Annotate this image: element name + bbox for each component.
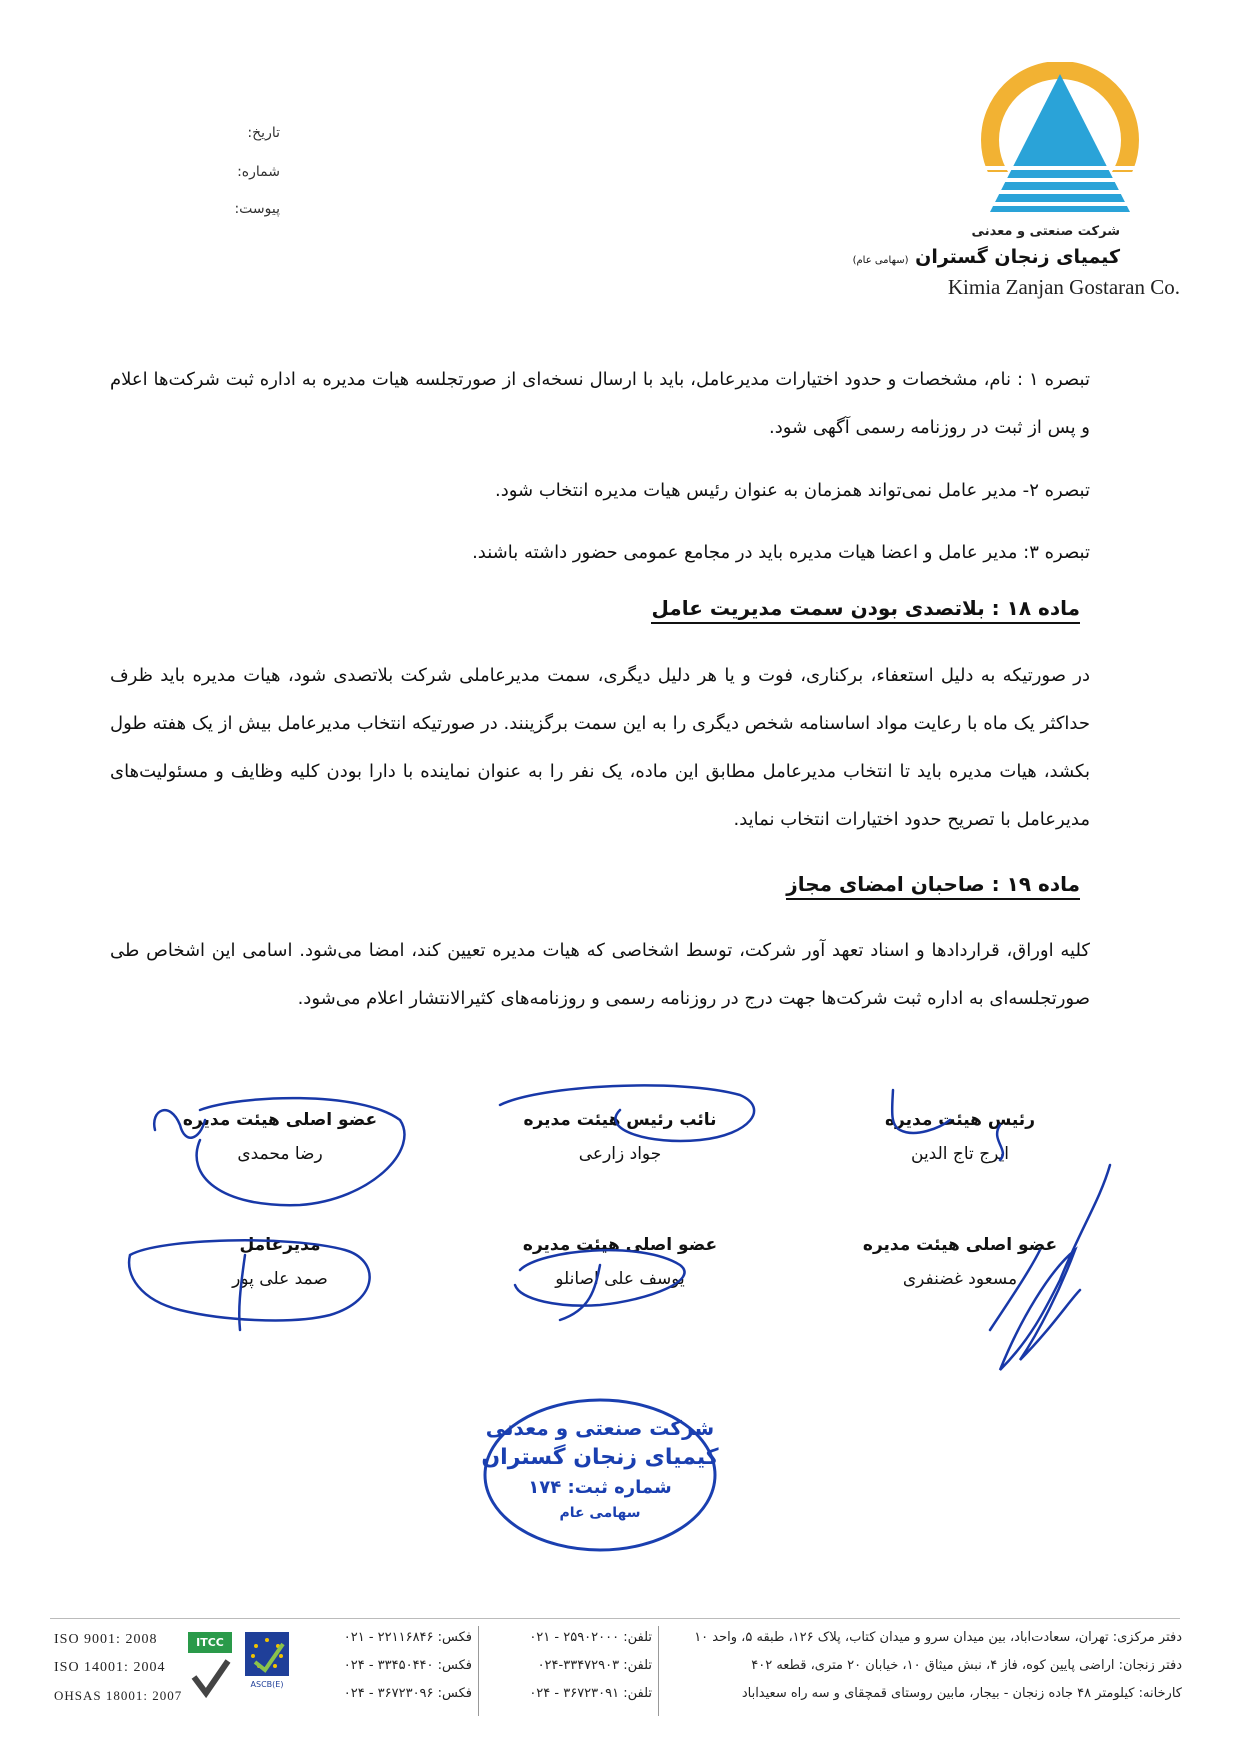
signature-role: عضو اصلی هیئت مدیره [522, 1235, 718, 1255]
signature-name: یوسف علی اصانلو [555, 1269, 685, 1289]
signature-name: مسعود غضنفری [902, 1269, 1018, 1289]
signature-role: رئیس هیئت مدیره [885, 1110, 1035, 1130]
phone-tehran: تلفن: ۲۵۹۰۲۰۰۰ - ۰۲۱ [529, 1630, 652, 1645]
cert-iso9001: ISO 9001: 2008 [54, 1632, 158, 1647]
signature-name: رضا محمدی [237, 1144, 323, 1164]
footer-separator [658, 1626, 659, 1716]
note-2: تبصره ۲- مدیر عامل نمی‌تواند همزمان به عنوان رئیس هیات مدیره انتخاب شود. [495, 480, 1090, 501]
signature-name: ایرج تاج الدین [911, 1144, 1009, 1164]
signature-role: عضو اصلی هیئت مدیره [182, 1110, 378, 1130]
number-label: شماره: [237, 164, 280, 180]
note-3: تبصره ۳: مدیر عامل و اعضا هیات مدیره باید در مجامع عمومی حضور داشته باشند. [472, 542, 1090, 563]
company-name-fa-text: کیمیای زنجان گستران [915, 246, 1120, 268]
address-factory: کارخانه: کیلومتر ۴۸ جاده زنجان - بیجار، مابین روستای قمچقای و سه راه سعیدآباد [741, 1686, 1182, 1701]
company-type: شرکت صنعتی و معدنی [971, 224, 1120, 239]
cert-iso14001: ISO 14001: 2004 [54, 1660, 166, 1675]
article-18-text: در صورتیکه به دلیل استعفاء، برکناری، فوت و یا هر دلیل دیگری، سمت مدیرعاملی شرکت بلاتصدی شود، هیات مدیره باید ظرف حداکثر یک ماه با رعایت مواد اساسنامه شخص دیگری را به این سمت برگزینند. در صورتیکه انتخاب مدیرعامل بیش از یک هفته طول بکشد، هیات مدیره باید تا انتخاب مدیرعامل مطابق این ماده، یک نفر را به عنوان نماینده با دارا بودن کلیه وظایف و مسئولیت‌های مدیرعامل با تصریح حدود اختیارات انتخاب نماید. [110, 665, 1090, 830]
checkmark-icon [188, 1653, 232, 1703]
address-zanjan: دفتر زنجان: اراضی پایین کوه، فاز ۴، نبش میثاق ۱۰، خیابان ۲۰ متری، قطعه ۴۰۲ [751, 1658, 1182, 1673]
eu-flag-icon [245, 1632, 289, 1676]
stamp-line-1: شرکت صنعتی و معدنی [485, 1416, 715, 1440]
itcc-badge [188, 1632, 232, 1710]
company-stamp [480, 1395, 720, 1555]
signature-name: صمد علی پور [232, 1269, 328, 1289]
ascb-label: ASCB(E) [250, 1680, 284, 1689]
address-tehran: دفتر مرکزی: تهران، سعادت‌آباد، بین میدان سرو و میدان کتاب، پلاک ۱۲۶، طبقه ۵، واحد ۱۰ [694, 1630, 1182, 1645]
fax-factory: فکس: ۳۶۷۲۳۰۹۶ - ۰۲۴ [343, 1686, 472, 1701]
phone-factory: تلفن: ۳۶۷۲۳۰۹۱ - ۰۲۴ [529, 1686, 652, 1701]
ascb-badge [245, 1632, 289, 1710]
cert-ohsas: OHSAS 18001: 2007 [54, 1688, 183, 1703]
article-19-text: کلیه اوراق، قراردادها و اسناد تعهد آور شرکت، توسط اشخاصی که هیات مدیره تعیین کند، امضا می‌شود. اسامی این اشخاص طی صورتجلسه‌ای به اداره ثبت شرکت‌ها جهت درج در روزنامه رسمی و روزنامه‌های کثیرالانتشار اعلام می‌شود. [110, 940, 1090, 1009]
signature-role: عضو اصلی هیئت مدیره [862, 1235, 1058, 1255]
date-label: تاریخ: [247, 125, 280, 141]
signature-name: جواد زارعی [578, 1144, 662, 1164]
signature-role: مدیرعامل [239, 1235, 321, 1255]
stamp-line-3: شماره ثبت: ۱۷۴ [528, 1477, 672, 1498]
stamp-line-2: کیمیای زنجان گستران [481, 1445, 719, 1470]
footer-separator [478, 1626, 479, 1716]
company-name-en: Kimia Zanjan Gostaran Co. [947, 275, 1180, 299]
fax-zanjan: فکس: ۳۳۴۵۰۴۴۰ - ۰۲۴ [343, 1658, 472, 1673]
signature-role: نائب رئیس هیئت مدیره [523, 1110, 717, 1130]
footer-divider [50, 1618, 1180, 1619]
phone-zanjan: تلفن: ۳۳۴۷۲۹۰۳-۰۲۴ [537, 1658, 652, 1673]
itcc-label: ITCC [188, 1632, 232, 1653]
fax-tehran: فکس: ۲۲۱۱۶۸۴۶ - ۰۲۱ [343, 1630, 472, 1645]
note-1: تبصره ۱ : نام، مشخصات و حدود اختیارات مدیرعامل، باید با ارسال نسخه‌ای از صورتجلسه هیات مدیره به اداره ثبت شرکت‌ها اعلام و پس از ثبت در روزنامه رسمی آگهی شود. [110, 369, 1090, 438]
article-18-title: ماده ۱۸ : بلاتصدی بودن سمت مدیریت عامل [651, 596, 1080, 624]
stamp-line-4: سهامی عام [559, 1505, 641, 1521]
attachment-label: پیوست: [234, 201, 280, 217]
footer [50, 1620, 1190, 1730]
company-suffix: (سهامی عام) [852, 255, 909, 266]
article-19-title: ماده ۱۹ : صاحبان امضای مجاز [786, 872, 1080, 900]
